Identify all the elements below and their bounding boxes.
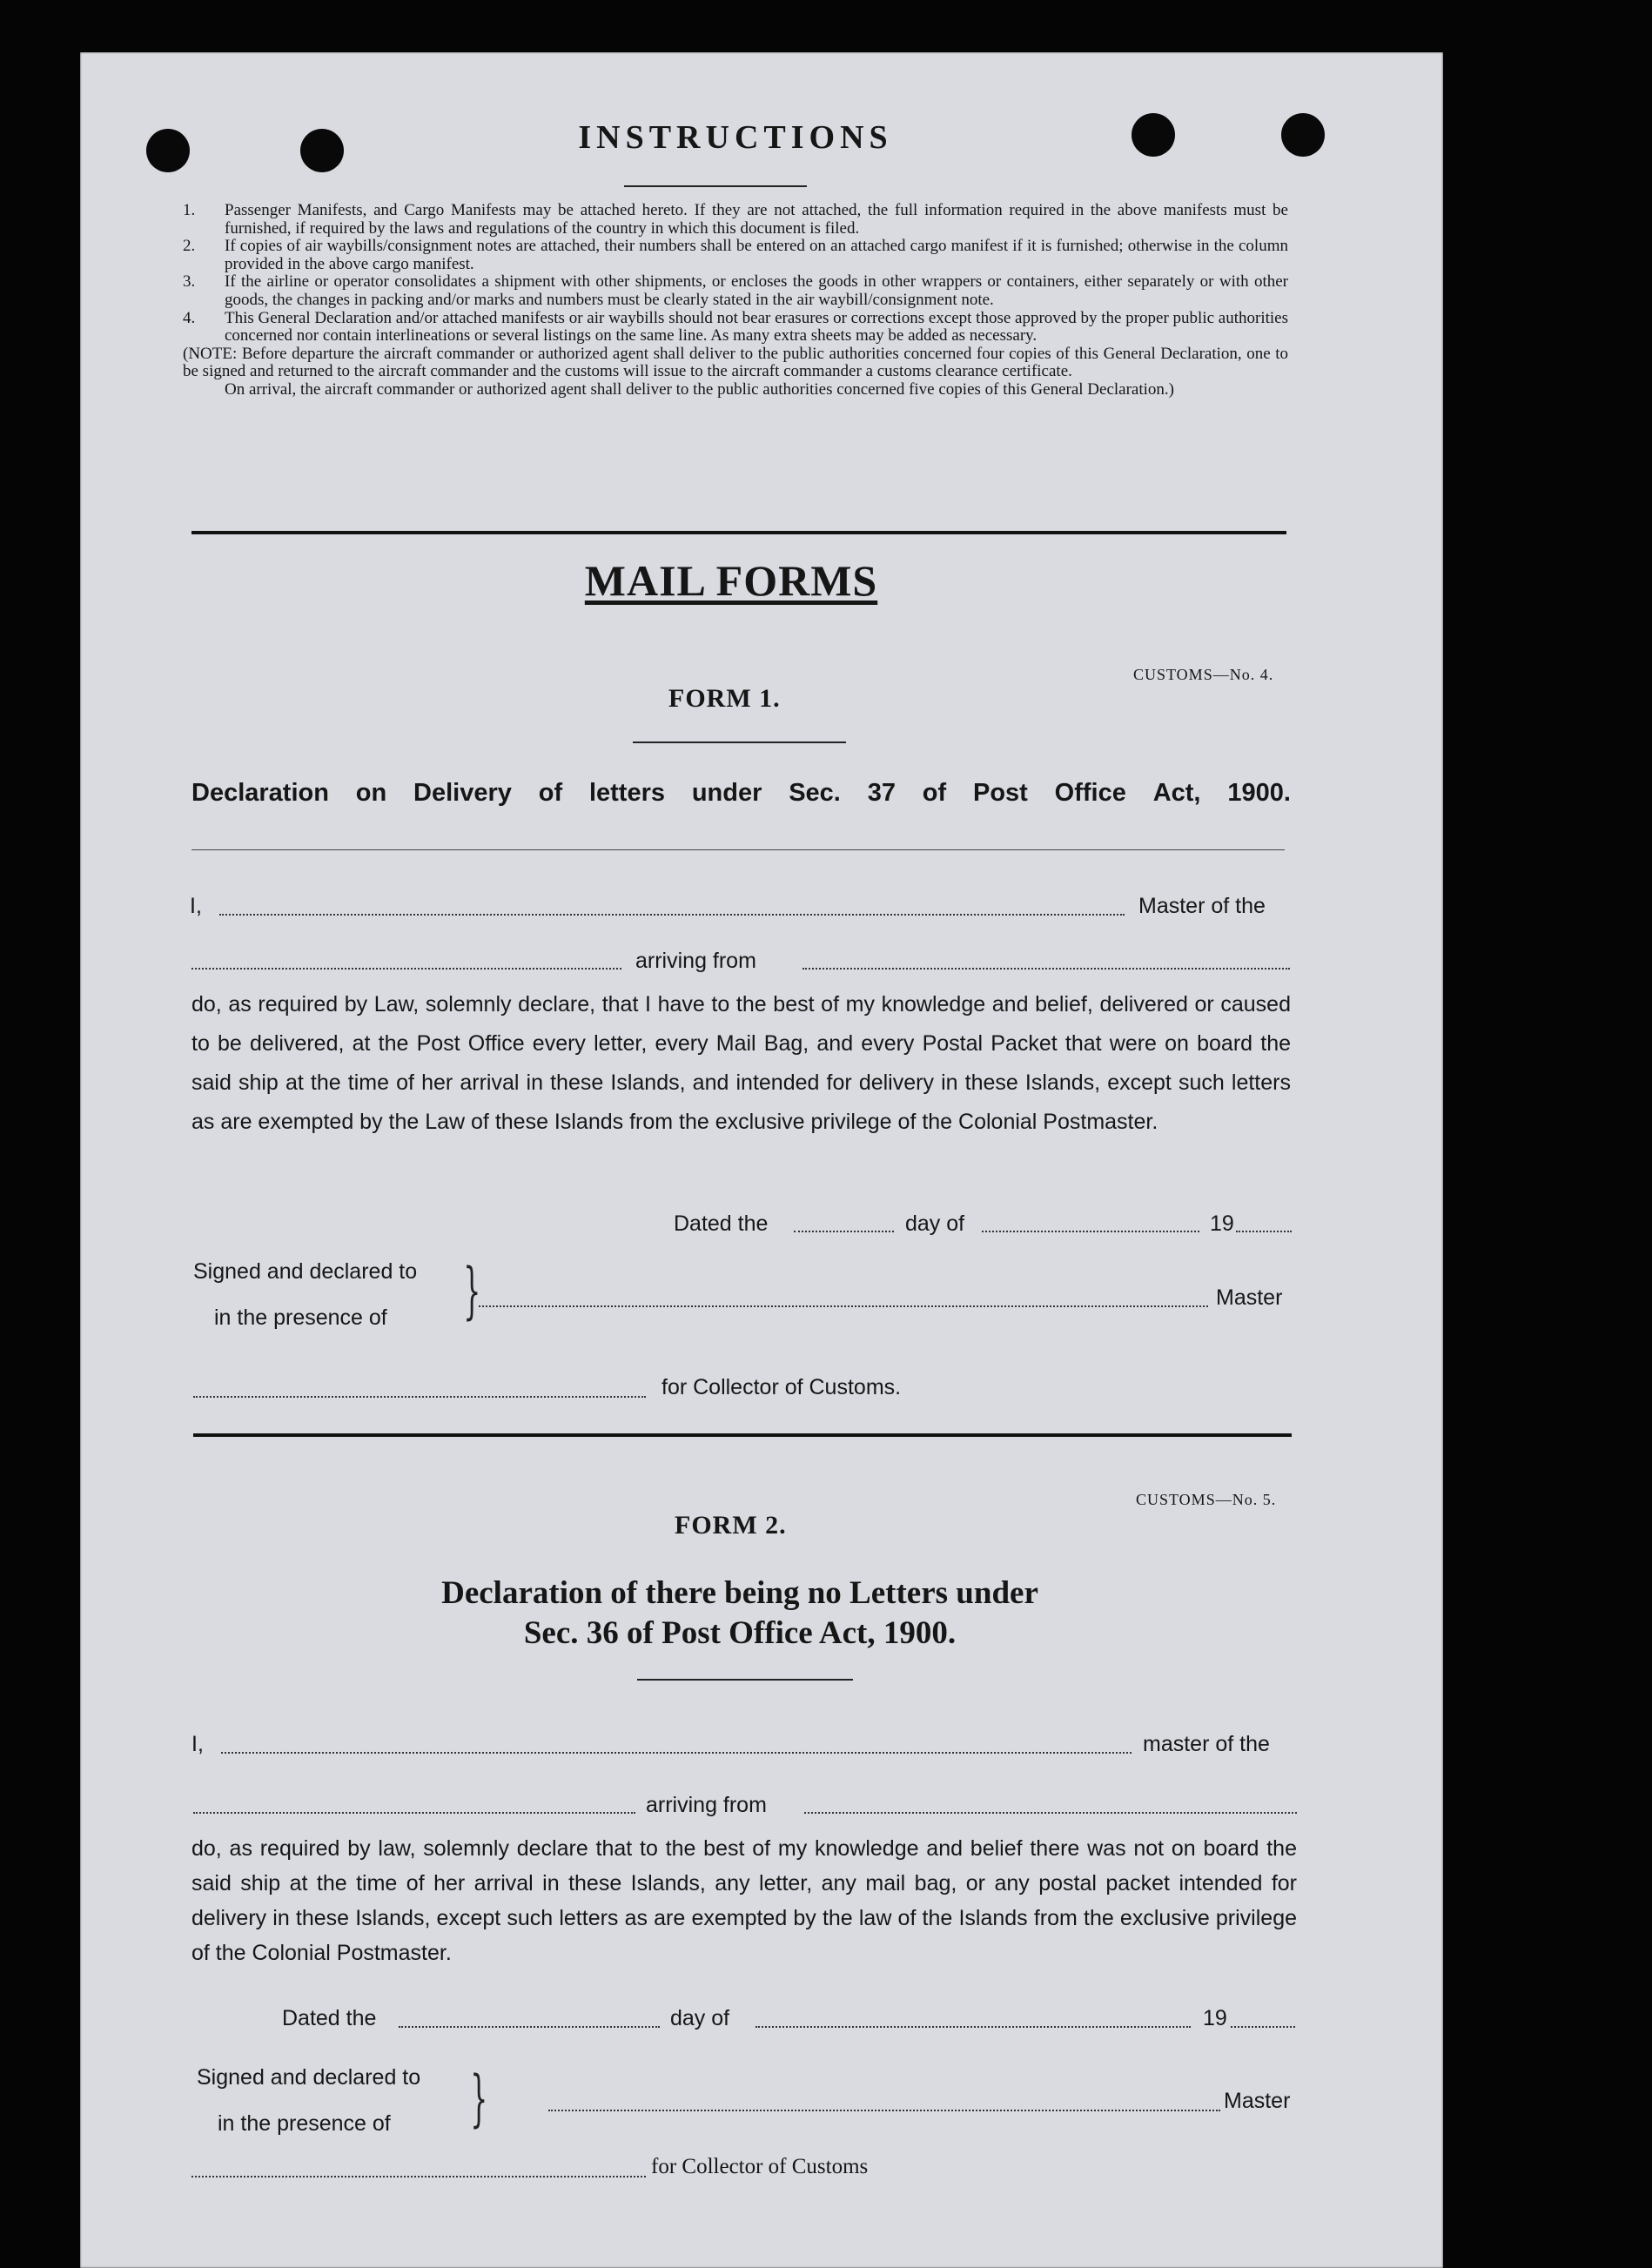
declaration-word: Act, — [1152, 779, 1201, 807]
form1-title-underline — [633, 741, 846, 743]
form2-declaration-paragraph: do, as required by law, solemnly declare that to the best of my knowledge and belief there was not on board the said ship at the time of her arrival in these Islands, any letter, any mail bag, or any postal packet intended for delivery in these Islands, except such letters as are exempted by the law of the Islands from the exclusive privilege of the Colonial Postmaster. — [191, 1836, 1297, 1965]
form1-for-collector: for Collector of Customs. — [661, 1375, 902, 1399]
form1-master-of-the: Master of the — [1138, 894, 1266, 918]
form1-date-month-field[interactable] — [982, 1231, 1199, 1232]
instruction-number: 1. — [183, 201, 196, 219]
declaration-word: Delivery — [413, 779, 512, 807]
form1-dated-the: Dated the — [674, 1211, 769, 1236]
instruction-note — [183, 346, 1288, 381]
instruction-number: 3. — [183, 272, 196, 292]
instruction-text: If copies of air waybills/consignment notes are attached, their numbers shall be entered on an attached cargo manifest if it is furnished; otherwise in the column provided in the above cargo manifest. — [225, 237, 1288, 273]
instructions-title: INSTRUCTIONS — [578, 119, 893, 156]
form2-heading-underline — [637, 1679, 853, 1681]
form2-name-field[interactable] — [221, 1752, 1132, 1754]
form2-date-month-field[interactable] — [755, 2026, 1191, 2028]
form1-declaration-paragraph: do, as required by Law, solemnly declare, that I have to the best of my knowledge and belief, delivered or caused to be delivered, at the Post Office every letter, every Mail Bag, and every Postal Packet that were on board the said ship at the time of her arrival in these Islands, and intended for delivery in these Islands, except such letters as are exempted by the Law of these Islands from the exclusive privilege of the Colonial Postmaster. — [191, 992, 1291, 1134]
form2-signed-line2: in the presence of — [218, 2111, 391, 2136]
form2-brace: } — [470, 2063, 488, 2134]
instruction-text: This General Declaration and/or attached manifests or air waybills should not bear erasures or corrections except those approved by the proper public authorities concerned nor contain interlineations or several listings on the same line. As many extra sheets may be added as necessary. — [225, 308, 1288, 346]
form1-collector-signature-field[interactable] — [193, 1396, 646, 1398]
form1-date-day-field[interactable] — [794, 1231, 894, 1232]
form1-customs-number: CUSTOMS—No. 4. — [1133, 666, 1274, 683]
form2-title: FORM 2. — [675, 1511, 787, 1540]
instruction-item — [183, 202, 1288, 238]
note-text-departure: Before departure the aircraft commander or authorized agent shall deliver to the public authorities concerned four copies of this General Declaration, one to be signed and returned to the aircraft commander and the customs will issue to the aircraft commander a customs clearance certificate. — [183, 344, 1289, 381]
instruction-number: 2. — [183, 237, 196, 256]
form2-master-of-the: master of the — [1143, 1732, 1270, 1756]
instruction-text: If the airline or operator consolidates a shipment with other shipments, or encloses the goods in other wrappers or containers, either separately or with other goods, the changes in packing and/or marks and numbers must be clearly stated in the air waybill/consignment note. — [225, 272, 1288, 309]
declaration-word: under — [691, 779, 762, 807]
declaration-word: Sec. — [789, 779, 841, 807]
form2-signed-line1: Signed and declared to — [197, 2065, 421, 2090]
note-lead: (NOTE: — [183, 344, 238, 363]
form1-i-label: I, — [190, 894, 202, 918]
form1-year-field[interactable] — [1236, 1231, 1292, 1232]
declaration-word: letters — [588, 779, 665, 807]
form1-arriving-from: arriving from — [635, 949, 756, 973]
form2-i-label: I, — [191, 1732, 204, 1756]
form2-origin-field[interactable] — [804, 1812, 1297, 1814]
form2-customs-number: CUSTOMS—No. 5. — [1136, 1491, 1277, 1508]
form1-year-prefix: 19 — [1210, 1211, 1234, 1236]
form2-for-collector: for Collector of Customs — [651, 2155, 869, 2178]
form1-master-signature-field[interactable] — [479, 1305, 1208, 1307]
section-divider-form2 — [193, 1433, 1292, 1437]
note-text-arrival: On arrival, the aircraft commander or authorized agent shall deliver to the public authorities concerned five copies of this General Declaration.) — [225, 379, 1174, 399]
form2-declaration-line2: Sec. 36 of Post Office Act, 1900. — [523, 1615, 957, 1651]
form2-year-prefix: 19 — [1203, 2006, 1227, 2030]
instruction-text: Passenger Manifests, and Cargo Manifests may be attached hereto. If they are not attached, the full information required in the above manifests must be furnished, if required by the laws and regulations of the country in which this document is filed. — [225, 201, 1288, 238]
declaration-word: Office — [1054, 779, 1126, 807]
form1-signed-line1: Signed and declared to — [193, 1259, 418, 1284]
form1-name-field[interactable] — [219, 914, 1125, 916]
form1-brace: } — [463, 1255, 481, 1326]
section-divider-top — [191, 531, 1286, 534]
form2-arriving-from: arriving from — [646, 1793, 767, 1817]
declaration-word: of — [538, 779, 563, 807]
form2-ship-name-field[interactable] — [193, 1812, 635, 1814]
form2-date-day-field[interactable] — [399, 2026, 660, 2028]
declaration-word: of — [922, 779, 947, 807]
form2-dated-the: Dated the — [282, 2006, 377, 2030]
declaration-word: Post — [973, 779, 1028, 807]
form2-master-signature-field[interactable] — [548, 2110, 1220, 2111]
instruction-item — [183, 238, 1288, 273]
instruction-item — [183, 310, 1288, 346]
mail-forms-title: MAIL FORMS — [584, 556, 878, 605]
instructions-underline — [624, 185, 807, 187]
declaration-word: on — [355, 779, 387, 807]
form1-declaration-heading — [191, 779, 1291, 808]
form2-year-field[interactable] — [1231, 2026, 1295, 2028]
instruction-item — [183, 273, 1288, 309]
form1-day-of: day of — [905, 1211, 965, 1236]
form1-title: FORM 1. — [668, 684, 781, 713]
instruction-number: 4. — [183, 308, 196, 327]
declaration-word: 37 — [867, 779, 896, 807]
form1-heading-rule — [191, 849, 1285, 850]
form1-master-label: Master — [1216, 1285, 1283, 1310]
form2-declaration-line1: Declaration of there being no Letters under — [441, 1575, 1038, 1611]
form2-master-label: Master — [1224, 2089, 1291, 2113]
form1-origin-field[interactable] — [802, 968, 1290, 970]
form2-day-of: day of — [670, 2006, 730, 2030]
declaration-word: 1900. — [1227, 779, 1291, 807]
form2-collector-signature-field[interactable] — [191, 2176, 646, 2177]
form2-declaration-heading — [0, 1574, 1480, 1654]
declaration-word: Declaration — [191, 779, 329, 807]
instructions-list — [183, 202, 1288, 399]
form1-signed-line2: in the presence of — [214, 1305, 387, 1330]
form1-ship-name-field[interactable] — [191, 968, 621, 970]
